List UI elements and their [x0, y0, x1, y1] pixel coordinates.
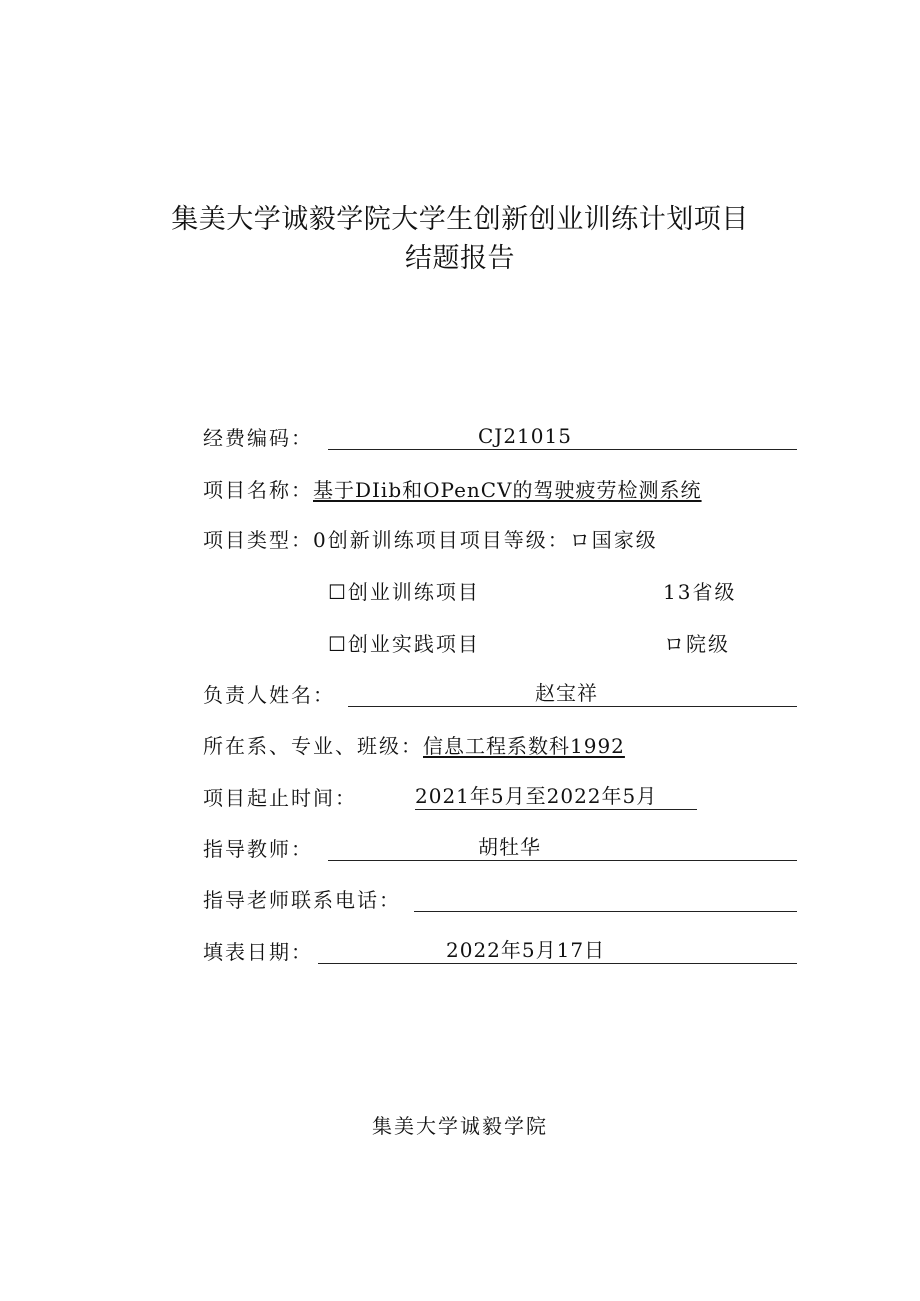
funding-code-field[interactable]: CJ21015 — [328, 424, 797, 450]
report-title-line2: 结题报告 — [405, 243, 515, 274]
level-national-option[interactable]: ロ国家级 — [569, 528, 658, 552]
footer-institution: 集美大学诚毅学院 — [372, 1114, 548, 1138]
project-level-label: 项目等级： — [459, 528, 570, 552]
period-field[interactable]: 2021年5月至2022年5月 — [415, 784, 697, 810]
project-type-row — [203, 528, 658, 552]
project-name-value[interactable]: 基于DIib和OPenCV的驾驶疲劳检测系统 — [313, 478, 702, 502]
leader-field[interactable]: 赵宝祥 — [348, 681, 797, 707]
project-type-label: 项目类型： — [203, 528, 313, 552]
department-value[interactable]: 信息工程系数科1992 — [423, 734, 625, 758]
fill-date-label: 填表日期： — [203, 940, 313, 964]
advisor-phone-field[interactable] — [414, 886, 797, 912]
report-title-line1: 集美大学诚毅学院大学生创新创业训练计划项目 — [171, 204, 749, 235]
advisor-phone-label: 指导老师联系电话： — [203, 888, 401, 912]
level-provincial-option[interactable]: 13省级 — [663, 580, 737, 604]
leader-label: 负责人姓名： — [203, 683, 335, 707]
option-innovation-training[interactable]: 0创新训练项目 — [313, 528, 460, 552]
fill-date-field[interactable]: 2022年5月17日 — [318, 938, 797, 964]
option-entrepreneurship-training[interactable]: ☐创业训练项目 — [328, 580, 480, 604]
period-label: 项目起止时间： — [203, 786, 357, 810]
department-label: 所在系、专业、班级： — [203, 734, 423, 758]
advisor-label: 指导教师： — [203, 837, 313, 861]
department-row — [203, 734, 625, 758]
advisor-field[interactable]: 胡牡华 — [328, 835, 797, 861]
project-name-row — [203, 478, 702, 502]
level-college-option[interactable]: ロ院级 — [664, 632, 730, 656]
funding-code-label: 经费编码： — [203, 426, 313, 450]
option-entrepreneurship-practice[interactable]: ☐创业实践项目 — [328, 632, 480, 656]
project-name-label: 项目名称： — [203, 478, 313, 502]
